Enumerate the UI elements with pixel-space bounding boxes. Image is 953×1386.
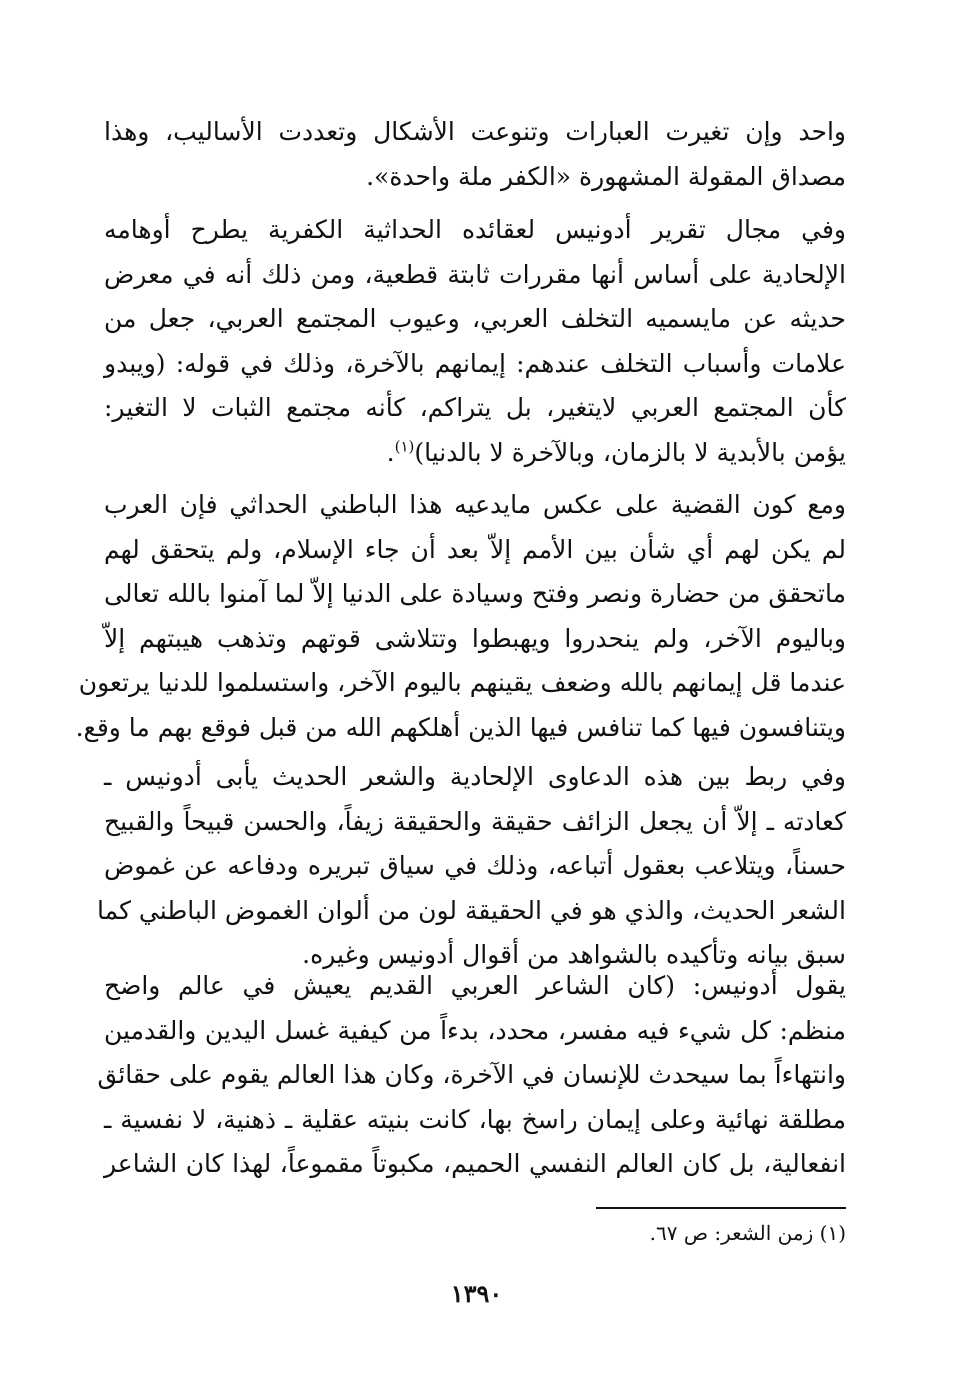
- text-line: لم يكن لهم أي شأن بين الأمم إلاّ بعد أن جاء الإسلام، ولم يتحقق لهم: [104, 534, 846, 564]
- footnote-number: (١): [819, 1221, 846, 1245]
- paragraph-1: [104, 110, 846, 199]
- text-line: حديثه عن مايسميه التخلف العربي، وعيوب المجتمع العربي، جعل من: [104, 304, 846, 334]
- paragraph-2: [104, 208, 846, 476]
- text-line: الإلحادية على أساس أنها مقررات ثابتة قطعية، ومن ذلك أنه في معرض: [104, 259, 846, 289]
- text-line: وفي مجال تقرير أدونيس لعقائده الحداثية الكفرية يطرح أوهامه: [104, 215, 846, 244]
- text-line: ويتنافسون فيها كما تنافس فيها الذين أهلكهم الله من قبل فوقع بهم ما وقع.: [75, 712, 846, 742]
- text-line: ومع كون القضية على عكس مايدعيه هذا الباطني الحداثي فإن العرب: [104, 490, 846, 519]
- footnote: [650, 1218, 846, 1248]
- text-line: انفعالية، بل كان العالم النفسي الحميم، مكبوتاً مقموعاً، لهذا كان الشاعر: [104, 1149, 846, 1179]
- text-line: سبق بيانه وتأكيده بالشواهد من أقوال أدونيس وغيره.: [302, 940, 846, 970]
- text-line: مطلقة نهائية وعلى إيمان راسخ بها، كانت بنيته عقلية ـ ذهنية، لا نفسية ـ: [104, 1104, 846, 1134]
- page-number: ١٣٩٠: [450, 1279, 503, 1308]
- text-line: مصداق المقولة المشهورة «الكفر ملة واحدة».: [366, 161, 846, 191]
- text-line: ماتحقق من حضارة ونصر وفتح وسيادة على الدنيا إلاّ لما آمنوا بالله تعالى: [104, 579, 846, 609]
- text-line: وباليوم الآخر، ولم ينحدروا ويهبطوا وتتلاشى قوتهم وتذهب هيبتهم إلاّ: [104, 623, 846, 653]
- paragraph-4: [97, 755, 846, 978]
- text-line: عندما قل إيمانهم بالله وضعف يقينهم باليوم الآخر، واستسلموا للدنيا يرتعون: [78, 668, 846, 698]
- footnote-text: زمن الشعر: ص ٦٧.: [649, 1221, 814, 1245]
- text-line: حسناً، ويتلاعب بعقول أتباعه، وذلك في سياق تبريره ودفاعه عن غموض: [104, 851, 846, 881]
- text-line: كأن المجتمع العربي لايتغير، بل يتراكم، كأنه مجتمع الثبات لا التغير:: [104, 393, 846, 423]
- text-line: وفي ربط بين هذه الدعاوى الإلحادية والشعر الحديث يأبى أدونيس ـ: [104, 762, 846, 791]
- text-line: كعادته ـ إلاّ أن يجعل الزائف حقيقة والحقيقة زيفاً، والحسن قبيحاً والقبيح: [104, 806, 846, 836]
- text-line-with-footnote: يؤمن بالأبدية لا بالزمان، وبالآخرة لا بالدنيا)$^{(١)}$.: [386, 437, 846, 467]
- paragraph-5: [97, 964, 846, 1187]
- text-line: الشعر الحديث، والذي هو في الحقيقة لون من ألوان الغموض الباطني كما: [97, 895, 846, 925]
- text-line: يقول أدونيس: (كان الشاعر العربي القديم يعيش في عالم واضح: [104, 971, 846, 1000]
- text-line: وانتهاءاً بما سيحدث للإنسان في الآخرة، وكان هذا العالم يقوم على حقائق: [97, 1060, 846, 1090]
- text-line: علامات وأسباب التخلف عندهم: إيمانهم بالآخرة، وذلك في قوله: (ويبدو: [104, 348, 846, 378]
- text-line: يؤمن بالأبدية لا بالزمان، وبالآخرة لا بالدنيا): [414, 437, 846, 467]
- footnote-reference[interactable]: (١): [394, 437, 415, 456]
- paragraph-3: [75, 483, 846, 751]
- text-line: منظم: كل شيء فيه مفسر، محدد، بدءاً من كيفية غسل اليدين والقدمين: [104, 1015, 846, 1045]
- text-line: واحد وإن تغيرت العبارات وتنوعت الأشكال وتعددت الأساليب، وهذا: [104, 117, 846, 146]
- footnote-divider: [596, 1207, 846, 1209]
